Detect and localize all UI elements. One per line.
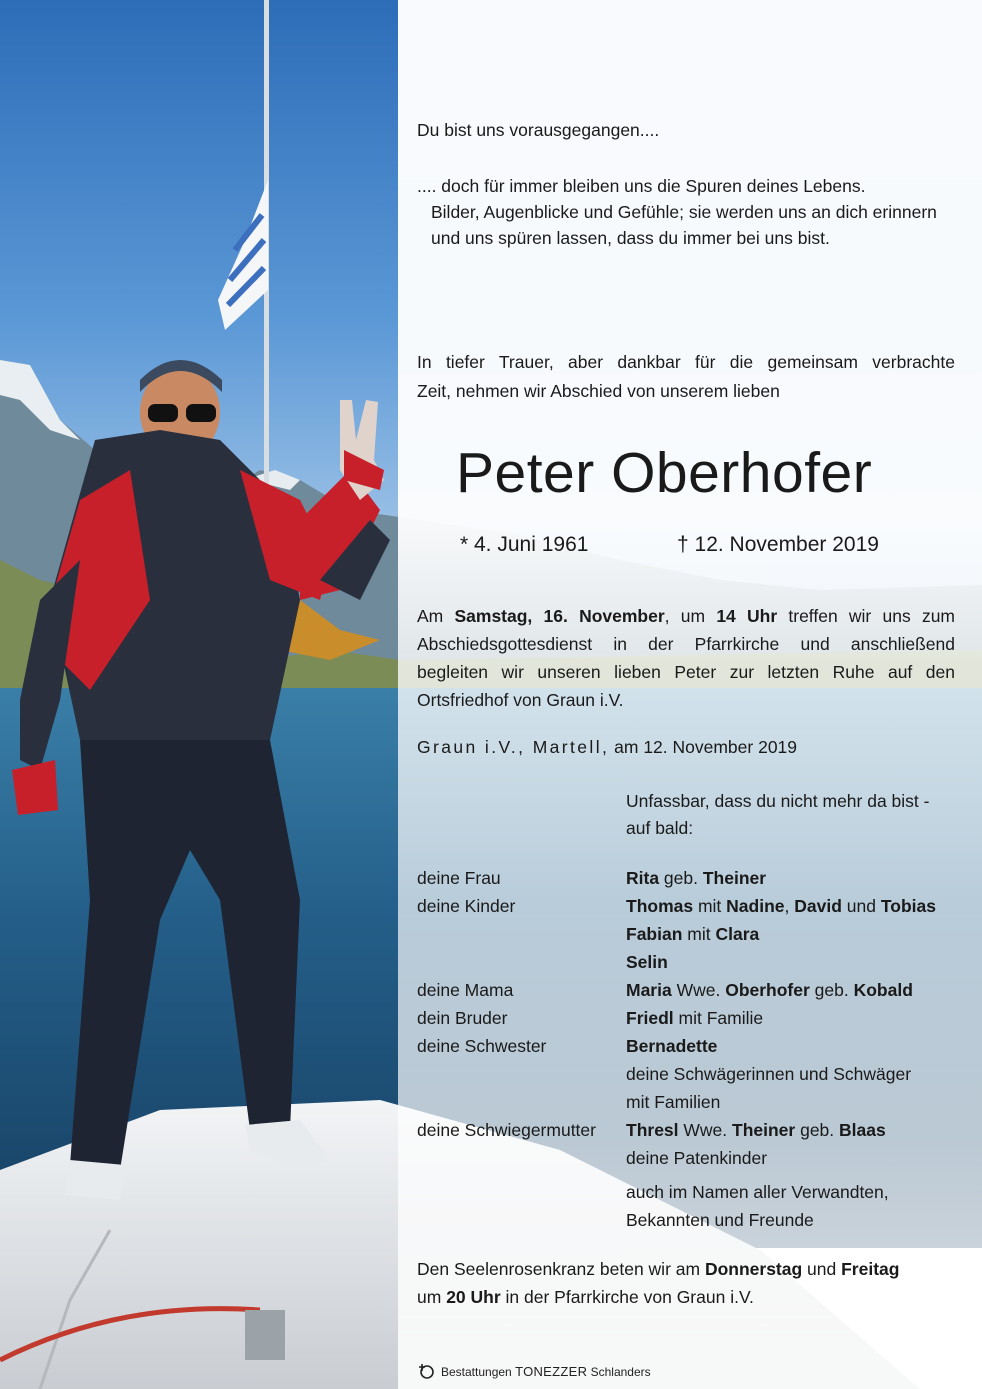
names [626,976,913,1004]
names: deine Schwägerinnen und Schwäger [626,1064,912,1084]
verse-line: .... doch für immer bleiben uns die Spuren deines Lebens. [417,176,866,196]
names: Bekannten und Freunde [626,1210,814,1230]
text-span: geb. [659,868,703,888]
relation: deine Schwester [417,1036,547,1056]
text-span: mit [682,924,716,944]
names [626,1004,763,1032]
date: am 12. November 2019 [609,737,798,757]
name: Theiner [702,868,767,888]
mourner-row [417,1060,962,1088]
relation: deine Kinder [417,896,516,916]
names: mit Familien [626,1092,721,1112]
mourner-row [417,1088,962,1116]
rosary-line [417,1255,962,1283]
mourner-row [417,1032,962,1060]
day: Freitag [841,1259,900,1279]
text-span: geb. [809,980,854,1000]
name: Blaas [839,1120,886,1140]
mourner-row [417,864,962,892]
name: Tobias [880,896,936,916]
funeral-home-logo-icon [417,1363,435,1379]
service-line: Ortsfriedhof von Graun i.V. [417,690,624,710]
verse-first-line: Du bist uns vorausgegangen.... [417,120,660,140]
name: Fabian [626,924,683,944]
name: Theiner [732,1120,796,1140]
mourner-row [417,892,962,920]
farewell-text [626,788,961,842]
service-time: 14 Uhr [716,606,778,626]
names [626,1032,717,1060]
text-span: mit [693,896,727,916]
intro-line: In tiefer Trauer, aber dankbar für die gemeinsam verbrachte [417,352,955,372]
verse-line: Bilder, Augenblicke und Gefühle; sie werden uns an dich erinnern [431,202,937,222]
text-span: um [417,1287,447,1307]
names [626,864,766,892]
farewell-line: Unfassbar, dass du nicht mehr da bist - [626,791,930,811]
text-span: Bestattungen [441,1364,516,1379]
intro-paragraph [417,348,955,406]
text-span: mit Familie [673,1008,764,1028]
name: Oberhofer [725,980,810,1000]
service-paragraph [417,602,955,714]
places: Graun i.V., Martell, [417,737,610,757]
footer-text [441,1364,651,1379]
time: 20 Uhr [446,1287,501,1307]
relation: deine Schwiegermutter [417,1120,596,1140]
relation: deine Mama [417,980,514,1000]
relation: dein Bruder [417,1008,508,1028]
service-day: Samstag, 16. November [454,606,665,626]
mourner-row [417,1004,962,1032]
name: Nadine [726,896,785,916]
verse-line: und uns spüren lassen, dass du immer bei uns bist. [431,228,830,248]
mourner-row [417,1206,962,1234]
mourner-row [417,948,962,976]
name: Maria [626,980,672,1000]
intro-line: Zeit, nehmen wir Abschied von unserem lieben [417,381,780,401]
mourner-row [417,976,962,1004]
text-span: geb. [795,1120,840,1140]
names [626,920,759,948]
name: Rita [626,868,660,888]
rosary-line [417,1283,962,1311]
text-span: Den Seelenrosenkranz beten wir am [417,1259,705,1279]
deceased-name: Peter Oberhofer [456,441,873,505]
name: Bernadette [626,1036,718,1056]
name: David [794,896,842,916]
text-span: Wwe. [678,1120,733,1140]
service-line [417,602,955,630]
name: Friedl [626,1008,674,1028]
service-line: begleiten wir unseren lieben Peter zur letzten Ruhe auf den [417,662,955,682]
name: Clara [715,924,760,944]
mourner-row [417,1144,962,1172]
birth-date: * 4. Juni 1961 [460,533,589,556]
mourner-row [417,1116,962,1144]
names: auch im Namen aller Verwandten, [626,1182,889,1202]
text-span: Am [417,606,455,626]
names [626,948,668,976]
text-span: und [802,1259,842,1279]
service-line: Abschiedsgottesdienst in der Pfarrkirche und anschließend [417,634,955,654]
text-span: Wwe. [671,980,726,1000]
name: Thresl [626,1120,679,1140]
names: deine Patenkinder [626,1148,768,1168]
relation: deine Frau [417,868,501,888]
verse-block [417,173,962,251]
text-span: , um [664,606,717,626]
mourner-row [417,1178,962,1206]
name: Thomas [626,896,694,916]
name: Kobald [853,980,913,1000]
brand-name: TONEZZER [515,1363,588,1379]
farewell-line: auf bald: [626,818,694,838]
text-span: treffen wir uns zum [777,606,955,626]
text-span: , [784,896,795,916]
place-date [417,733,797,761]
text-span: und [841,896,881,916]
text-span: in der Pfarrkirche von Graun i.V. [500,1287,754,1307]
funeral-home-footer [417,1363,651,1379]
name: Selin [626,952,668,972]
mourner-row [417,920,962,948]
rosary-paragraph [417,1255,962,1311]
death-date: † 12. November 2019 [677,533,879,556]
names [626,892,936,920]
day: Donnerstag [704,1259,803,1279]
names [626,1116,886,1144]
text-span: Schlanders [587,1364,651,1379]
